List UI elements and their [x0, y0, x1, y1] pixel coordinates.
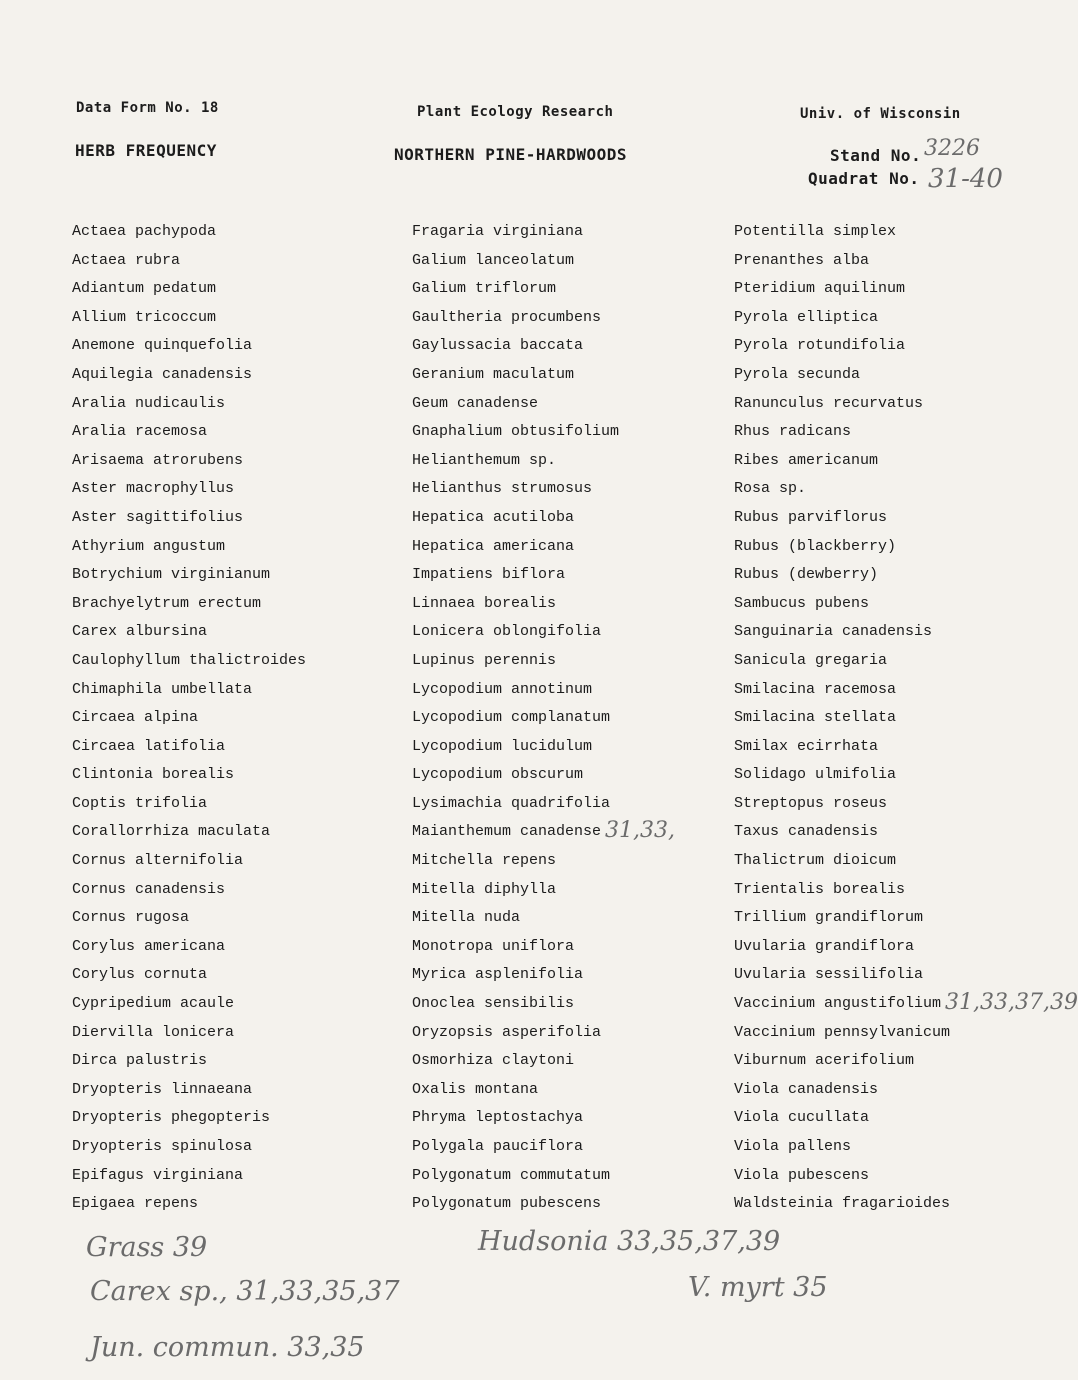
- species-item: [412, 961, 675, 990]
- species-name: Mitella diphylla: [412, 880, 557, 898]
- species-item: [412, 761, 675, 790]
- species-item: [72, 533, 306, 562]
- species-name: Ranunculus recurvatus: [734, 394, 924, 412]
- species-name: Osmorhiza claytoni: [412, 1052, 575, 1070]
- species-name: Chimaphila umbellata: [72, 680, 253, 698]
- species-name: Helianthus strumosus: [412, 480, 593, 498]
- species-item: [72, 1076, 306, 1105]
- species-name: Monotropa uniflora: [412, 937, 575, 955]
- species-item: [734, 590, 1078, 619]
- species-name: Gaultheria procumbens: [412, 308, 602, 326]
- species-name: Smilax ecirrhata: [734, 737, 879, 755]
- species-item: [734, 790, 1078, 819]
- species-item: [412, 904, 675, 933]
- species-name: Mitchella repens: [412, 852, 557, 870]
- species-name: Epifagus virginiana: [72, 1166, 244, 1184]
- species-item: [412, 332, 675, 361]
- species-name: Corallorrhiza maculata: [72, 823, 271, 841]
- species-name: Aralia nudicaulis: [72, 394, 226, 412]
- species-name: Lycopodium complanatum: [412, 709, 611, 727]
- species-name: Onoclea sensibilis: [412, 995, 575, 1013]
- species-item: [412, 647, 675, 676]
- species-name: Myrica asplenifolia: [412, 966, 584, 984]
- species-item: [412, 533, 675, 562]
- species-item: [734, 304, 1078, 333]
- species-name: Hepatica americana: [412, 537, 575, 555]
- species-name: Uvularia grandiflora: [734, 937, 915, 955]
- species-name: Arisaema atrorubens: [72, 451, 244, 469]
- species-name: Geranium maculatum: [412, 365, 575, 383]
- species-item: [734, 618, 1078, 647]
- species-item: [412, 561, 675, 590]
- species-item: [412, 1076, 675, 1105]
- species-item: [72, 504, 306, 533]
- species-name: Prenanthes alba: [734, 251, 870, 269]
- species-name: Dryopteris linnaeana: [72, 1080, 253, 1098]
- species-item: [412, 933, 675, 962]
- species-item: [72, 647, 306, 676]
- species-item: [734, 847, 1078, 876]
- species-column-2: [412, 218, 675, 1219]
- species-item: [734, 1133, 1078, 1162]
- species-name: Coptis trifolia: [72, 794, 208, 812]
- species-item: [412, 818, 675, 847]
- species-item: [734, 1104, 1078, 1133]
- community-title: NORTHERN PINE-HARDWOODS: [394, 145, 628, 164]
- species-item: [72, 590, 306, 619]
- species-name: Aralia racemosa: [72, 423, 208, 441]
- species-name: Viola pallens: [734, 1138, 852, 1155]
- species-name: Helianthemum sp.: [412, 451, 557, 469]
- species-item: [734, 647, 1078, 676]
- species-name: Oxalis montana: [412, 1080, 539, 1098]
- species-name: Smilacina stellata: [734, 709, 897, 727]
- species-item: [734, 1162, 1078, 1191]
- species-name: Rosa sp.: [734, 480, 807, 498]
- species-item: [412, 790, 675, 819]
- species-item: [72, 990, 306, 1019]
- quadrat-label: Quadrat No.: [808, 169, 920, 188]
- species-name: Oryzopsis asperifolia: [412, 1023, 602, 1041]
- species-item: [412, 876, 675, 905]
- species-item: [412, 704, 675, 733]
- species-name: Sanguinaria canadensis: [734, 623, 933, 641]
- species-item: [72, 304, 306, 333]
- species-item: [72, 876, 306, 905]
- species-name: Adiantum pedatum: [72, 280, 217, 298]
- species-name: Actaea rubra: [72, 251, 181, 269]
- species-item: [734, 418, 1078, 447]
- species-item: [734, 933, 1078, 962]
- species-name: Linnaea borealis: [412, 594, 557, 612]
- species-item: [734, 390, 1078, 419]
- species-item: [72, 475, 306, 504]
- species-name: Gnaphalium obtusifolium: [412, 423, 620, 441]
- species-item: [72, 1104, 306, 1133]
- species-name: Waldsteinia fragarioides: [734, 1195, 951, 1213]
- species-name: Pyrola secunda: [734, 365, 861, 383]
- species-name: Cornus canadensis: [72, 880, 226, 898]
- species-name: Carex albursina: [72, 623, 208, 641]
- species-item: [72, 218, 306, 247]
- species-item: [412, 447, 675, 476]
- species-item: [72, 618, 306, 647]
- species-name: Dirca palustris: [72, 1052, 208, 1070]
- species-item: [412, 590, 675, 619]
- form-number: Data Form No. 18: [76, 100, 219, 116]
- species-item: [72, 561, 306, 590]
- species-name: Geum canadense: [412, 394, 539, 412]
- species-item: [734, 475, 1078, 504]
- species-item: [412, 361, 675, 390]
- species-item: [412, 390, 675, 419]
- species-item: [734, 961, 1078, 990]
- species-item: [412, 618, 675, 647]
- species-name: Corylus cornuta: [72, 966, 208, 984]
- species-item: [734, 704, 1078, 733]
- species-item: [72, 733, 306, 762]
- species-item: [412, 304, 675, 333]
- species-name: Lonicera oblongifolia: [412, 623, 602, 641]
- species-name: Viola cucullata: [734, 1109, 870, 1127]
- species-item: [72, 961, 306, 990]
- species-name: Lycopodium lucidulum: [412, 737, 593, 755]
- form-title: HERB FREQUENCY: [75, 141, 217, 160]
- species-name: Trientalis borealis: [734, 880, 906, 898]
- species-name: Diervilla lonicera: [72, 1023, 235, 1041]
- species-item: [412, 418, 675, 447]
- species-name: Gaylussacia baccata: [412, 337, 584, 355]
- species-item: [72, 361, 306, 390]
- species-item: [412, 1190, 675, 1219]
- species-name: Pyrola elliptica: [734, 308, 879, 326]
- species-column-3: [734, 218, 1078, 1219]
- species-item: [72, 790, 306, 819]
- species-name: Uvularia sessilifolia: [734, 966, 924, 984]
- species-item: [72, 1133, 306, 1162]
- species-item: [412, 275, 675, 304]
- species-item: [72, 247, 306, 276]
- species-name: Brachyelytrum erectum: [72, 594, 262, 612]
- species-name: Streptopus roseus: [734, 794, 888, 812]
- species-item: [412, 1162, 675, 1191]
- species-item: [734, 504, 1078, 533]
- species-name: Viola canadensis: [734, 1080, 879, 1098]
- species-item: [72, 1019, 306, 1048]
- species-handwritten-note: 31,33,: [605, 818, 676, 844]
- species-name: Impatiens biflora: [412, 566, 566, 584]
- species-item: [72, 447, 306, 476]
- species-name: Aster macrophyllus: [72, 480, 235, 498]
- species-item: [412, 1019, 675, 1048]
- species-item: [72, 275, 306, 304]
- species-name: Polygonatum commutatum: [412, 1166, 611, 1184]
- species-item: [734, 733, 1078, 762]
- species-name: Lycopodium obscurum: [412, 766, 584, 784]
- species-item: [412, 676, 675, 705]
- species-name: Clintonia borealis: [72, 766, 235, 784]
- species-name: Ribes americanum: [734, 451, 879, 469]
- species-name: Actaea pachypoda: [72, 223, 217, 240]
- species-name: Vaccinium pennsylvanicum: [734, 1023, 951, 1041]
- species-item: [72, 761, 306, 790]
- species-name: Athyrium angustum: [72, 537, 226, 555]
- species-item: [72, 676, 306, 705]
- species-item: [412, 1104, 675, 1133]
- species-name: Phryma leptostachya: [412, 1109, 584, 1127]
- species-item: [72, 332, 306, 361]
- species-name: Rubus (dewberry): [734, 566, 879, 584]
- species-item: [412, 733, 675, 762]
- species-item: [412, 218, 675, 247]
- species-item: [72, 704, 306, 733]
- note-juniper: Jun. commun. 33,35: [90, 1332, 365, 1363]
- stand-value: 3226: [924, 136, 980, 161]
- species-name: Hepatica acutiloba: [412, 508, 575, 526]
- species-name: Cypripedium acaule: [72, 995, 235, 1013]
- species-item: [734, 218, 1078, 247]
- species-item: [734, 1019, 1078, 1048]
- species-name: Aster sagittifolius: [72, 508, 244, 526]
- species-item: [412, 1133, 675, 1162]
- species-name: Lysimachia quadrifolia: [412, 794, 611, 812]
- species-name: Viola pubescens: [734, 1166, 870, 1184]
- species-item: [412, 504, 675, 533]
- species-item: [412, 990, 675, 1019]
- species-item: [72, 904, 306, 933]
- species-name: Smilacina racemosa: [734, 680, 897, 698]
- species-item: [412, 847, 675, 876]
- species-name: Solidago ulmifolia: [734, 766, 897, 784]
- species-name: Pteridium aquilinum: [734, 280, 906, 298]
- species-name: Potentilla simplex: [734, 223, 897, 240]
- species-item: [734, 447, 1078, 476]
- species-name: Trillium grandiflorum: [734, 909, 924, 927]
- species-name: Dryopteris spinulosa: [72, 1138, 253, 1155]
- university: Univ. of Wisconsin: [800, 106, 961, 122]
- species-name: Mitella nuda: [412, 909, 521, 927]
- species-name: Rhus radicans: [734, 423, 852, 441]
- species-name: Sanicula gregaria: [734, 651, 888, 669]
- species-name: Circaea alpina: [72, 709, 199, 727]
- species-name: Corylus americana: [72, 937, 226, 955]
- species-name: Pyrola rotundifolia: [734, 337, 906, 355]
- species-name: Dryopteris phegopteris: [72, 1109, 271, 1127]
- organization: Plant Ecology Research: [417, 104, 614, 120]
- species-item: [734, 561, 1078, 590]
- species-item: [734, 533, 1078, 562]
- species-column-1: [72, 218, 306, 1219]
- species-name: Lupinus perennis: [412, 651, 557, 669]
- species-item: [734, 761, 1078, 790]
- species-name: Galium lanceolatum: [412, 251, 575, 269]
- species-name: Cornus alternifolia: [72, 852, 244, 870]
- species-name: Rubus parviflorus: [734, 508, 888, 526]
- species-name: Galium triflorum: [412, 280, 557, 298]
- species-name: Maianthemum canadense: [412, 823, 602, 841]
- note-carex: Carex sp., 31,33,35,37: [90, 1276, 400, 1307]
- species-name: Botrychium virginianum: [72, 566, 271, 584]
- note-grass: Grass 39: [86, 1232, 208, 1263]
- species-item: [734, 1076, 1078, 1105]
- species-name: Circaea latifolia: [72, 737, 226, 755]
- species-item: [72, 418, 306, 447]
- species-name: Viburnum acerifolium: [734, 1052, 915, 1070]
- species-item: [412, 1047, 675, 1076]
- species-name: Polygonatum pubescens: [412, 1195, 602, 1213]
- species-item: [734, 332, 1078, 361]
- note-vmyrt: V. myrt 35: [688, 1272, 828, 1303]
- species-name: Fragaria virginiana: [412, 223, 584, 240]
- species-item: [734, 818, 1078, 847]
- species-name: Lycopodium annotinum: [412, 680, 593, 698]
- species-name: Cornus rugosa: [72, 909, 190, 927]
- species-handwritten-note: 31,33,37,39: [945, 990, 1078, 1016]
- species-item: [412, 475, 675, 504]
- species-name: Vaccinium angustifolium: [734, 995, 942, 1013]
- species-item: [734, 275, 1078, 304]
- note-hudsonia: Hudsonia 33,35,37,39: [478, 1226, 781, 1257]
- species-item: [734, 1190, 1078, 1219]
- species-name: Taxus canadensis: [734, 823, 879, 841]
- species-item: [72, 1047, 306, 1076]
- stand-label: Stand No.: [830, 146, 922, 165]
- species-item: [72, 847, 306, 876]
- species-item: [734, 990, 1078, 1019]
- species-item: [734, 876, 1078, 905]
- species-name: Anemone quinquefolia: [72, 337, 253, 355]
- species-item: [734, 904, 1078, 933]
- species-name: Polygala pauciflora: [412, 1138, 584, 1155]
- species-item: [734, 247, 1078, 276]
- species-item: [72, 1162, 306, 1191]
- species-name: Aquilegia canadensis: [72, 365, 253, 383]
- species-item: [734, 676, 1078, 705]
- species-item: [72, 818, 306, 847]
- species-name: Thalictrum dioicum: [734, 852, 897, 870]
- species-name: Rubus (blackberry): [734, 537, 897, 555]
- quadrat-value: 31-40: [928, 164, 1003, 194]
- species-item: [734, 361, 1078, 390]
- species-name: Caulophyllum thalictroides: [72, 651, 307, 669]
- species-item: [412, 247, 675, 276]
- species-item: [734, 1047, 1078, 1076]
- species-name: Sambucus pubens: [734, 594, 870, 612]
- species-name: Epigaea repens: [72, 1195, 199, 1213]
- species-item: [72, 933, 306, 962]
- species-item: [72, 390, 306, 419]
- species-name: Allium tricoccum: [72, 308, 217, 326]
- species-item: [72, 1190, 306, 1219]
